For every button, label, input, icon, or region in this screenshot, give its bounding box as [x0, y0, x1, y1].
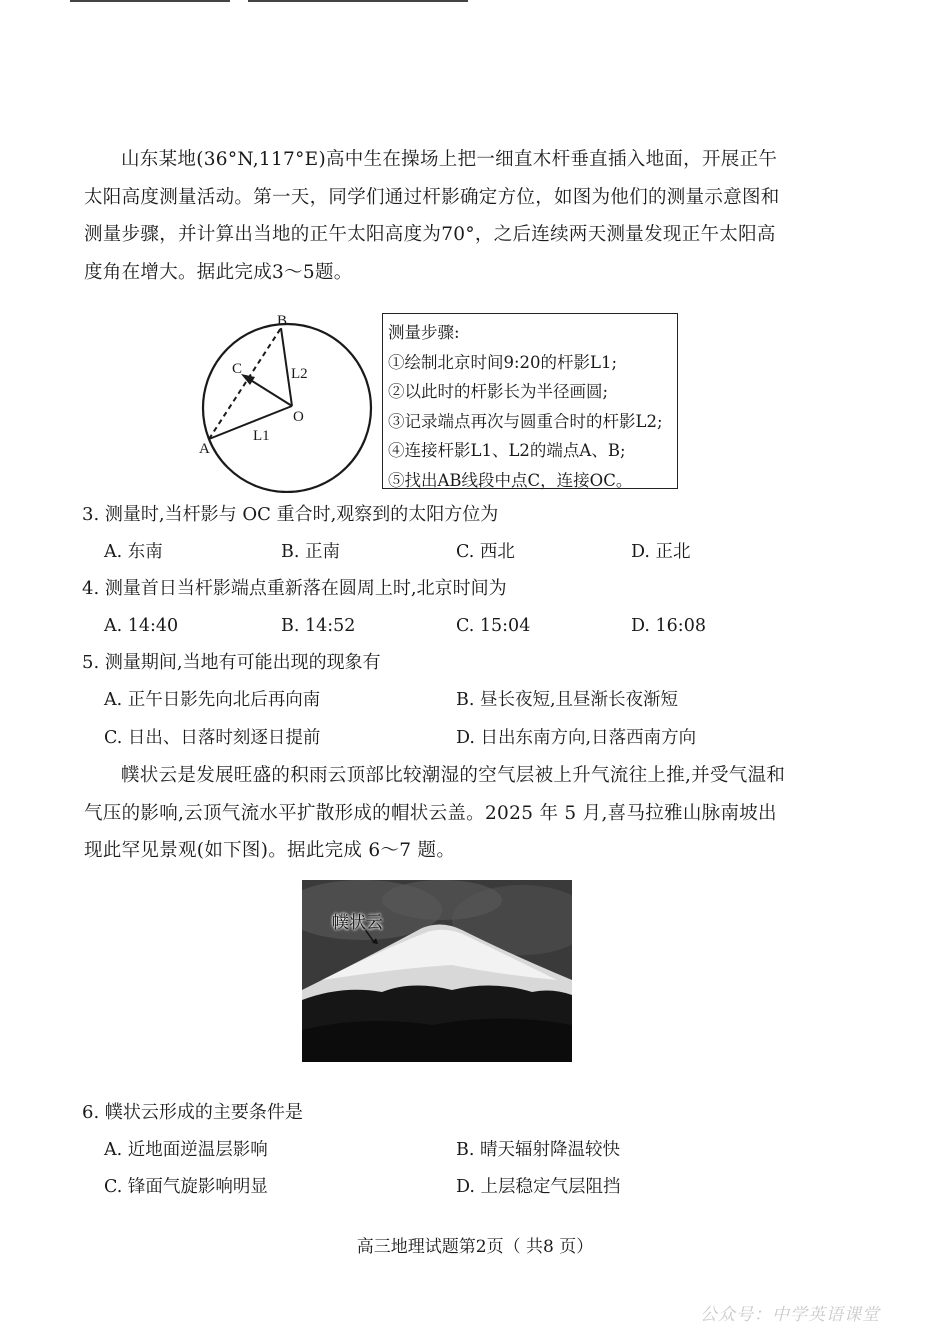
- segment-oc: [249, 379, 292, 406]
- question-3-stem: 3. 测量时,当杆影与 OC 重合时,观察到的太阳方位为: [82, 504, 499, 525]
- watermark: 公众号：中学英语课堂: [700, 1305, 880, 1325]
- q3-option-d: D. 正北: [631, 542, 691, 562]
- measurement-diagram: [195, 308, 380, 493]
- label-b: B: [277, 313, 288, 329]
- label-l1: L1: [253, 428, 270, 444]
- intro-paragraph-3-5: 山东某地(36°N,117°E)高中生在操场上把一细直木杆垂直插入地面，开展正午太阳高度测量活动。第一天，同学们通过杆影确定方位，如图为他们的测量示意图和测量步骤，并计算出当地的正午太阳高度为70°，之后连续两天测量发现正午太阳高度角在增大。据此完成3～5题。: [84, 149, 780, 283]
- shadow-l1: [209, 406, 292, 439]
- label-a: A: [199, 441, 210, 457]
- q3-option-b: B. 正南: [281, 542, 340, 562]
- top-rule-right: [248, 0, 468, 2]
- pileus-cloud-photo: [302, 880, 572, 1062]
- steps-title: 测量步骤:: [388, 323, 460, 342]
- q5-option-d: D. 日出东南方向,日落西南方向: [456, 728, 697, 748]
- arrow-head-c: [241, 374, 255, 385]
- label-l2: L2: [291, 366, 308, 382]
- q4-option-b: B. 14:52: [281, 616, 356, 636]
- label-c: C: [232, 361, 243, 377]
- step-2: ②以此时的杆影长为半径画圆;: [388, 382, 609, 401]
- step-3: ③记录端点再次与圆重合时的杆影L2;: [388, 411, 663, 431]
- step-1: ①绘制北京时间9:20的杆影L1;: [388, 352, 618, 372]
- q4-option-c: C. 15:04: [456, 616, 531, 636]
- intro-paragraph-6-7: 幞状云是发展旺盛的积雨云顶部比较潮湿的空气层被上升气流往上推,并受气温和气压的影响,云顶气流水平扩散形成的帽状云盖。2025 年 5 月,喜马拉雅山脉南坡出现此罕见景观(如下图)。据此完成 6～7 题。: [84, 765, 786, 861]
- question-4-stem: 4. 测量首日当杆影端点重新落在圆周上时,北京时间为: [82, 578, 507, 599]
- q6-option-a: A. 近地面逆温层影响: [104, 1140, 268, 1160]
- q4-option-d: D. 16:08: [631, 616, 706, 636]
- q3-option-a: A. 东南: [104, 542, 163, 562]
- q5-option-a: A. 正午日影先向北后再向南: [104, 690, 321, 710]
- label-o: O: [293, 409, 304, 425]
- question-5-stem: 5. 测量期间,当地有可能出现的现象有: [82, 652, 381, 673]
- top-rule-left: [70, 0, 230, 2]
- photo-label: 幞状云: [332, 913, 383, 932]
- step-4: ④连接杆影L1、L2的端点A、B;: [388, 441, 626, 460]
- q4-option-a: A. 14:40: [104, 616, 179, 636]
- segment-ab: [209, 328, 281, 439]
- q3-option-c: C. 西北: [456, 542, 515, 562]
- question-6-stem: 6. 幞状云形成的主要条件是: [82, 1102, 303, 1123]
- q6-option-c: C. 锋面气旋影响明显: [104, 1177, 268, 1197]
- step-5: ⑤找出AB线段中点C，连接OC。: [388, 470, 633, 490]
- page-footer: 高三地理试题第2页（ 共8 页）: [356, 1237, 594, 1257]
- measurement-steps-box: [382, 313, 678, 489]
- q6-option-b: B. 晴天辐射降温较快: [456, 1140, 620, 1160]
- q5-option-b: B. 昼长夜短,且昼渐长夜渐短: [456, 690, 679, 710]
- q5-option-c: C. 日出、日落时刻逐日提前: [104, 728, 321, 748]
- q6-option-d: D. 上层稳定气层阻挡: [456, 1177, 621, 1197]
